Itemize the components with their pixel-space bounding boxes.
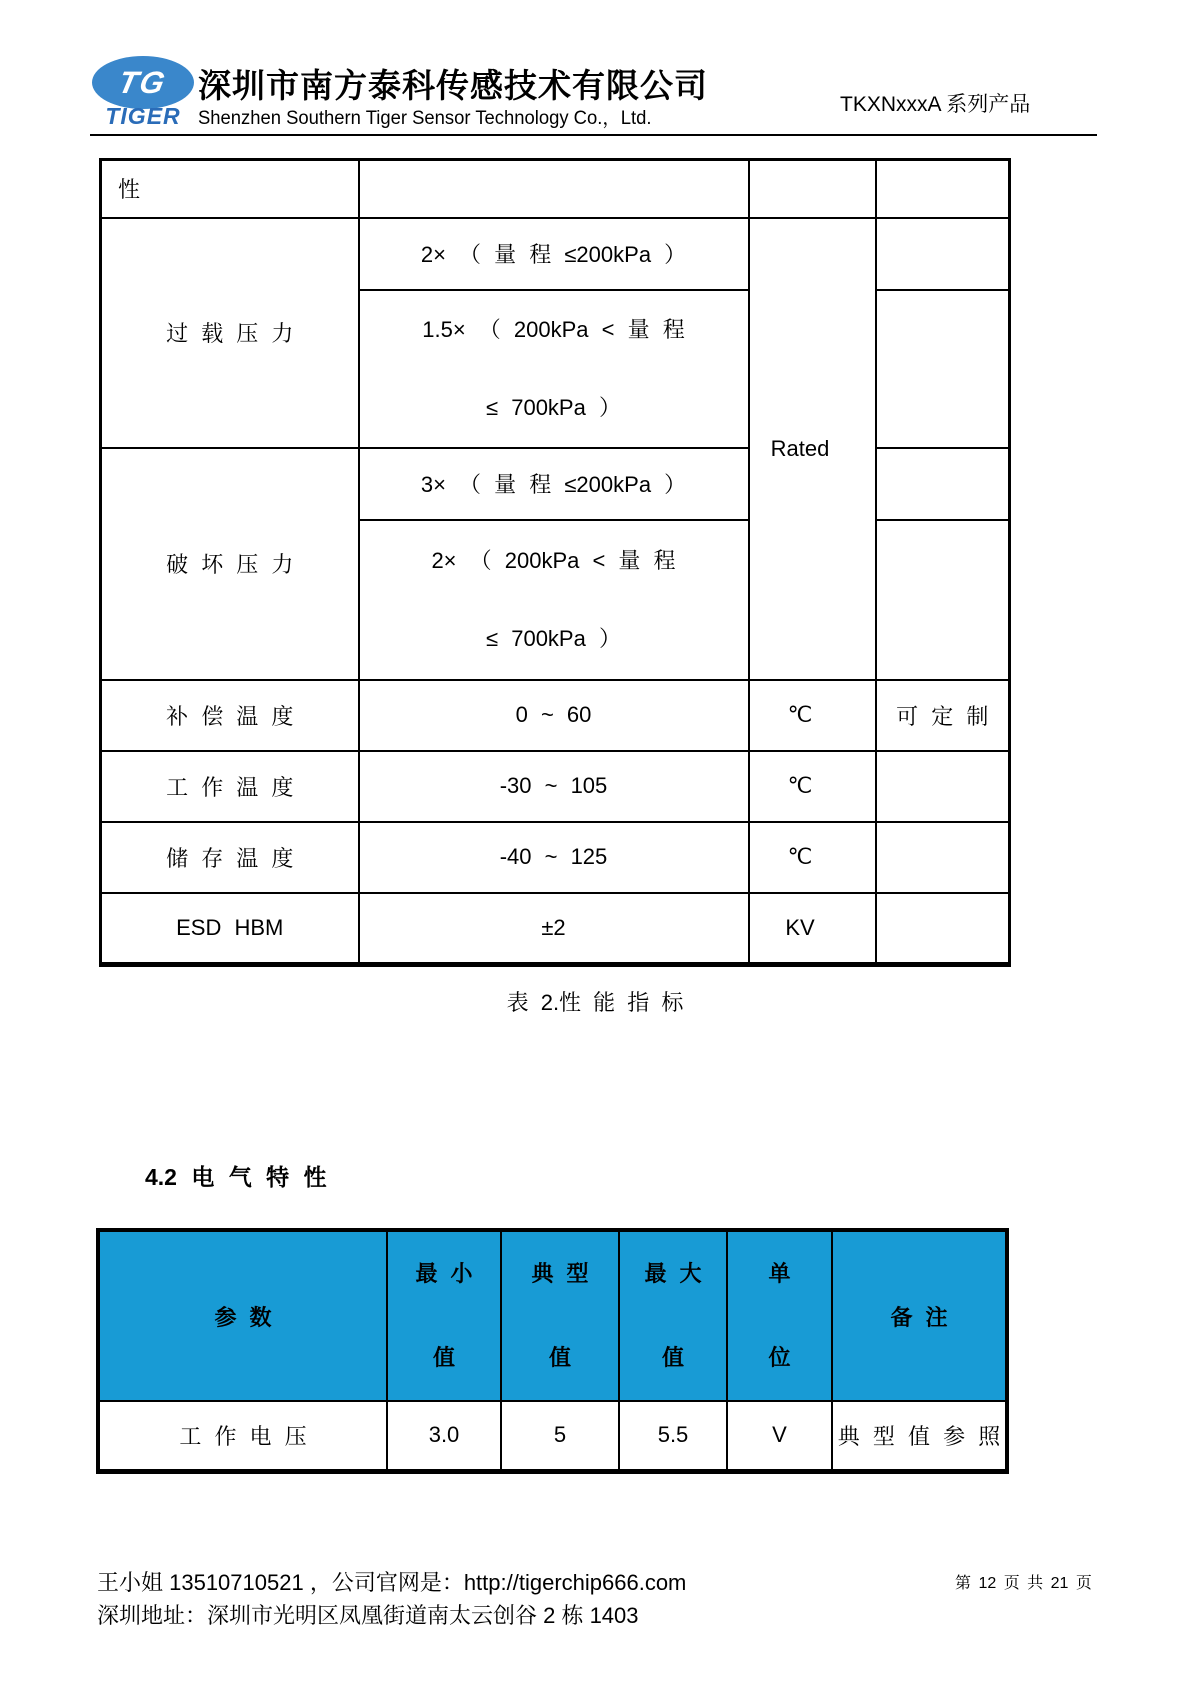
table-header-row xyxy=(98,1230,1007,1401)
cell-overload-condition-1: 2× （ 量 程 ≤200kPa ） xyxy=(359,218,749,290)
col-header-max xyxy=(619,1230,727,1401)
cell-comp-temp-unit: ℃ xyxy=(749,680,876,751)
electrical-table xyxy=(96,1228,1009,1474)
table-row xyxy=(101,218,1010,290)
footer-contact-line: 王小姐 13510710521 ，公司官网是：http://tigerchip666.com xyxy=(97,1570,687,1595)
cell-voltage-unit: V xyxy=(727,1401,832,1471)
cell-empty xyxy=(876,751,1010,822)
col-header-min xyxy=(387,1230,501,1401)
tiger-wordmark: TIGER xyxy=(105,103,181,129)
header-line: 位 xyxy=(768,1345,791,1370)
cell-empty xyxy=(359,160,749,218)
cell-empty xyxy=(876,448,1010,520)
cell-empty xyxy=(876,520,1010,680)
header-line: 值 xyxy=(432,1345,455,1370)
table-row xyxy=(101,893,1010,965)
header-divider xyxy=(90,134,1097,136)
cell-storage-temp-value: -40 ~ 125 xyxy=(359,822,749,893)
cell-work-temp-label: 工 作 温 度 xyxy=(101,751,359,822)
company-name-en: Shenzhen Southern Tiger Sensor Technology Co.，Ltd. xyxy=(198,108,652,129)
table-row xyxy=(98,1401,1007,1471)
page-number: 第 12 页 共 21 页 xyxy=(955,1575,1092,1592)
cell-esd-label: ESD HBM xyxy=(101,893,359,965)
cell-work-temp-unit: ℃ xyxy=(749,751,876,822)
cell-param-fragment: 性 xyxy=(101,160,359,218)
cell-empty xyxy=(749,160,876,218)
cell-burst-label: 破 坏 压 力 xyxy=(101,448,359,680)
table-row xyxy=(101,751,1010,822)
header-line: 单 xyxy=(768,1261,791,1286)
cell-voltage-typ: 5 xyxy=(501,1401,619,1471)
product-series-label: TKXNxxxA 系列产品 xyxy=(840,93,1031,116)
cell-comp-temp-label: 补 偿 温 度 xyxy=(101,680,359,751)
cell-voltage-max: 5.5 xyxy=(619,1401,727,1471)
cell-esd-unit: KV xyxy=(749,893,876,965)
col-header-note: 备 注 xyxy=(832,1230,1007,1401)
cell-unit-rated: Rated xyxy=(749,218,876,680)
header-line: 值 xyxy=(548,1345,571,1370)
company-name-cn: 深圳市南方泰科传感技术有限公司 xyxy=(198,67,708,104)
tiger-logo-icon xyxy=(92,56,194,109)
header-line: 最 小 xyxy=(415,1261,473,1286)
performance-table xyxy=(99,158,1011,967)
table-row xyxy=(101,160,1010,218)
cell-storage-temp-unit: ℃ xyxy=(749,822,876,893)
cell-burst-condition-2 xyxy=(359,520,749,680)
cell-empty xyxy=(876,218,1010,290)
cell-comp-temp-note: 可 定 制 xyxy=(876,680,1010,751)
value-line: ≤ 700kPa ） xyxy=(486,394,621,420)
cell-empty xyxy=(876,290,1010,448)
cell-empty xyxy=(876,822,1010,893)
table-row xyxy=(101,822,1010,893)
col-header-typical xyxy=(501,1230,619,1401)
cell-overload-condition-2 xyxy=(359,290,749,448)
cell-voltage-label: 工 作 电 压 xyxy=(98,1401,387,1471)
section-heading: 4.2 电 气 特 性 xyxy=(145,1164,327,1190)
cell-burst-condition-1: 3× （ 量 程 ≤200kPa ） xyxy=(359,448,749,520)
value-line: 1.5× （ 200kPa < 量 程 xyxy=(422,316,685,342)
cell-overload-label: 过 载 压 力 xyxy=(101,218,359,448)
cell-voltage-note: 典 型 值 参 照 xyxy=(832,1401,1007,1471)
header-line: 值 xyxy=(661,1345,684,1370)
value-line: 2× （ 200kPa < 量 程 xyxy=(431,547,676,573)
cell-comp-temp-value: 0 ~ 60 xyxy=(359,680,749,751)
tg-monogram: TG xyxy=(115,65,171,100)
cell-voltage-min: 3.0 xyxy=(387,1401,501,1471)
header-line: 最 大 xyxy=(644,1261,702,1286)
cell-empty xyxy=(876,160,1010,218)
table-row xyxy=(101,680,1010,751)
cell-esd-value: ±2 xyxy=(359,893,749,965)
cell-empty xyxy=(876,893,1010,965)
col-header-parameter: 参 数 xyxy=(98,1230,387,1401)
footer-address-line: 深圳地址：深圳市光明区凤凰街道南太云创谷 2 栋 1403 xyxy=(97,1603,639,1628)
cell-work-temp-value: -30 ~ 105 xyxy=(359,751,749,822)
header-line: 典 型 xyxy=(531,1261,589,1286)
table-caption: 表 2.性 能 指 标 xyxy=(506,990,684,1015)
col-header-unit xyxy=(727,1230,832,1401)
cell-storage-temp-label: 储 存 温 度 xyxy=(101,822,359,893)
value-line: ≤ 700kPa ） xyxy=(486,625,621,651)
